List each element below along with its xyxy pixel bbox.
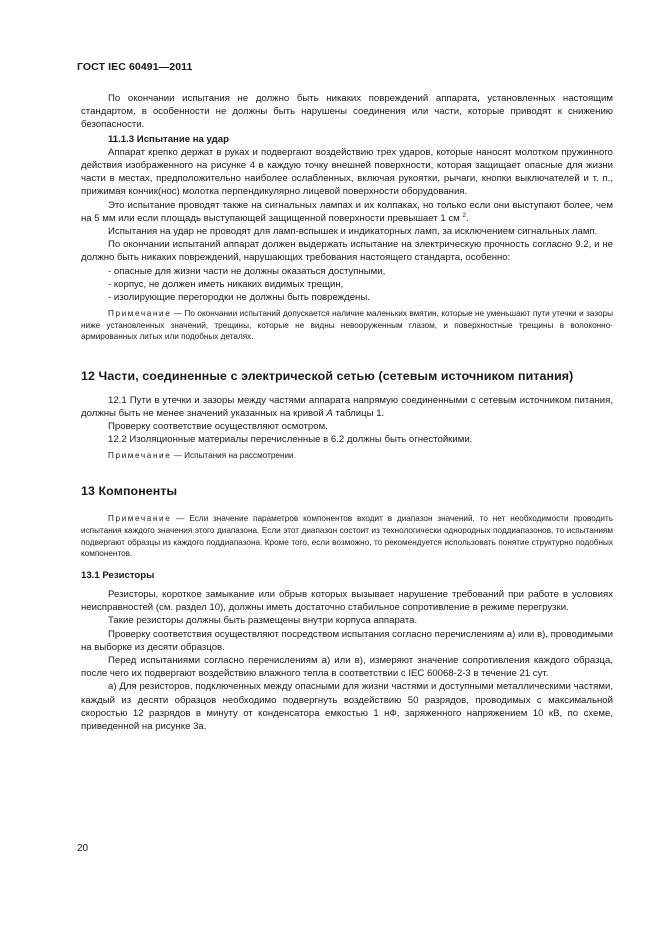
document-body [81, 92, 613, 733]
note-label: Примечание [108, 514, 172, 524]
paragraph: По окончании испытаний аппарат должен выдержать испытание на электрическую прочность согласно 9.2, и не должно быть никаких повреждений, нарушающих требования настоящего стандарта, особенно: [81, 239, 613, 264]
paragraph [81, 199, 613, 225]
paragraph: Такие резисторы должны быть размещены внутри корпуса аппарата. [108, 615, 418, 627]
list-item: - корпус, не должен иметь никаких видимых трещин, [108, 278, 344, 290]
note-text: — Испытания на рассмотрении. [171, 451, 296, 461]
superscript: 2 [462, 211, 467, 219]
note-text: — Если значение параметров компонентов входит в диапазон значений, то нет необходимости проводить испытания каждого значения этого диапазона. Если этот диапазон состоит из технологически однородных поддиапазонов, то испытаниям подвергают образцы из каждого поддиапазона. Кроме того, если возможно, то рекомендуется использовать понятие структурно подобных компонентов. [81, 514, 613, 559]
note-label: Примечание [108, 451, 172, 461]
paragraph-text: таблицы 1. [332, 407, 385, 419]
section-heading: 13 Компоненты [81, 483, 178, 498]
paragraph: По окончании испытания не должно быть никаких повреждений аппарата, установленных настоящим стандартом, в особенности не должны быть нарушены соединения или части, которые приводят к снижению безопасности. [81, 93, 613, 131]
paragraph: Перед испытаниями согласно перечислениям а) или в), измеряют значение сопротивления каждого образца, после чего их подвергают воздействию влажного тепла в соответствии с IEC 60068-2-3 в течение 21 сут. [81, 655, 613, 680]
note [81, 450, 613, 462]
curve-label: А [326, 407, 333, 419]
paragraph-text: 12.1 Пути в утечки и зазоры между частями аппарата напрямую соединенными с сетевым источником питания, должны быть не менее значений указанных на кривой [81, 394, 613, 419]
list-item: - опасные для жизни части не должны оказаться доступными, [108, 265, 386, 277]
note-label: Примечание [108, 309, 172, 319]
paragraph-end: . [466, 212, 469, 224]
list-item: - изолирующие перегородки не должны быть повреждены. [108, 292, 370, 304]
note-text: — По окончании испытаний допускается наличие маленьких вмятин, которые не уменьшают пути утечки и зазоры ниже установленных значений, трещины, которые не видны невооруженным глазом, и поверхностные трещины в волоконно-армированных литых или подобных деталях. [81, 309, 613, 342]
paragraph: Проверку соответствие осуществляют осмотром. [108, 420, 328, 432]
paragraph: а) Для резисторов, подключенных между опасными для жизни частями и доступными металлическими частями, каждый из десяти образцов необходимо подвергнуть воздействию 50 разрядов, проводимых с максимальной скоростью 12 разрядов в минуту от конденсатора емкостью 1 нФ, заряженного напряжением 10 кВ, по схеме, приведенной на рисунке 3а. [81, 681, 613, 733]
page-header: ГОСТ IEC 60491—2011 [77, 61, 193, 73]
note [81, 513, 613, 559]
paragraph: Испытания на удар не проводят для ламп-вспышек и индикаторных ламп, за исключением сигнальных ламп. [108, 226, 598, 238]
page-number: 20 [77, 843, 89, 854]
paragraph: Аппарат крепко держат в руках и подвергают воздействию трех ударов, которые наносят молотком пружинного действия изображенного на рисунке 4 в каждую точку внешней поверхности, которая защищает опасные для жизни части в местах, предположительно наиболее ослабленных, включая рукоятки, рычаги, кнопки выключателей и т. п., прижимая кончик(нос) молотка перпендикулярно лицевой поверхности оборудования. [81, 146, 613, 198]
note [81, 308, 613, 343]
paragraph [81, 394, 613, 420]
section-heading: 12 Части, соединенные с электрической сетью (сетевым источником питания) [81, 369, 574, 384]
paragraph: 12.2 Изоляционные материалы перечисленные в 6.2 должны быть огнестойкими. [108, 434, 473, 446]
paragraph-text: Это испытание проводят также на сигнальных лампах и их колпаках, но только если они выступают более, чем на 5 мм или если площадь выступающей защищенной поверхности превышает 1 см [81, 199, 613, 224]
paragraph: Проверку соответствия осуществляют посредством испытания согласно перечислениям а) или в), проводимыми на выборке из десяти образцов. [81, 628, 613, 653]
subsection-heading: 13.1 Резисторы [81, 569, 155, 581]
subsection-heading: 11.1.3 Испытание на удар [108, 133, 229, 145]
paragraph: Резисторы, короткое замыкание или обрыв которых вызывает нарушение требований при работе в условиях неисправностей (см. раздел 10), должны иметь достаточно стабильное сопротивление в режиме перегрузки. [81, 589, 613, 614]
